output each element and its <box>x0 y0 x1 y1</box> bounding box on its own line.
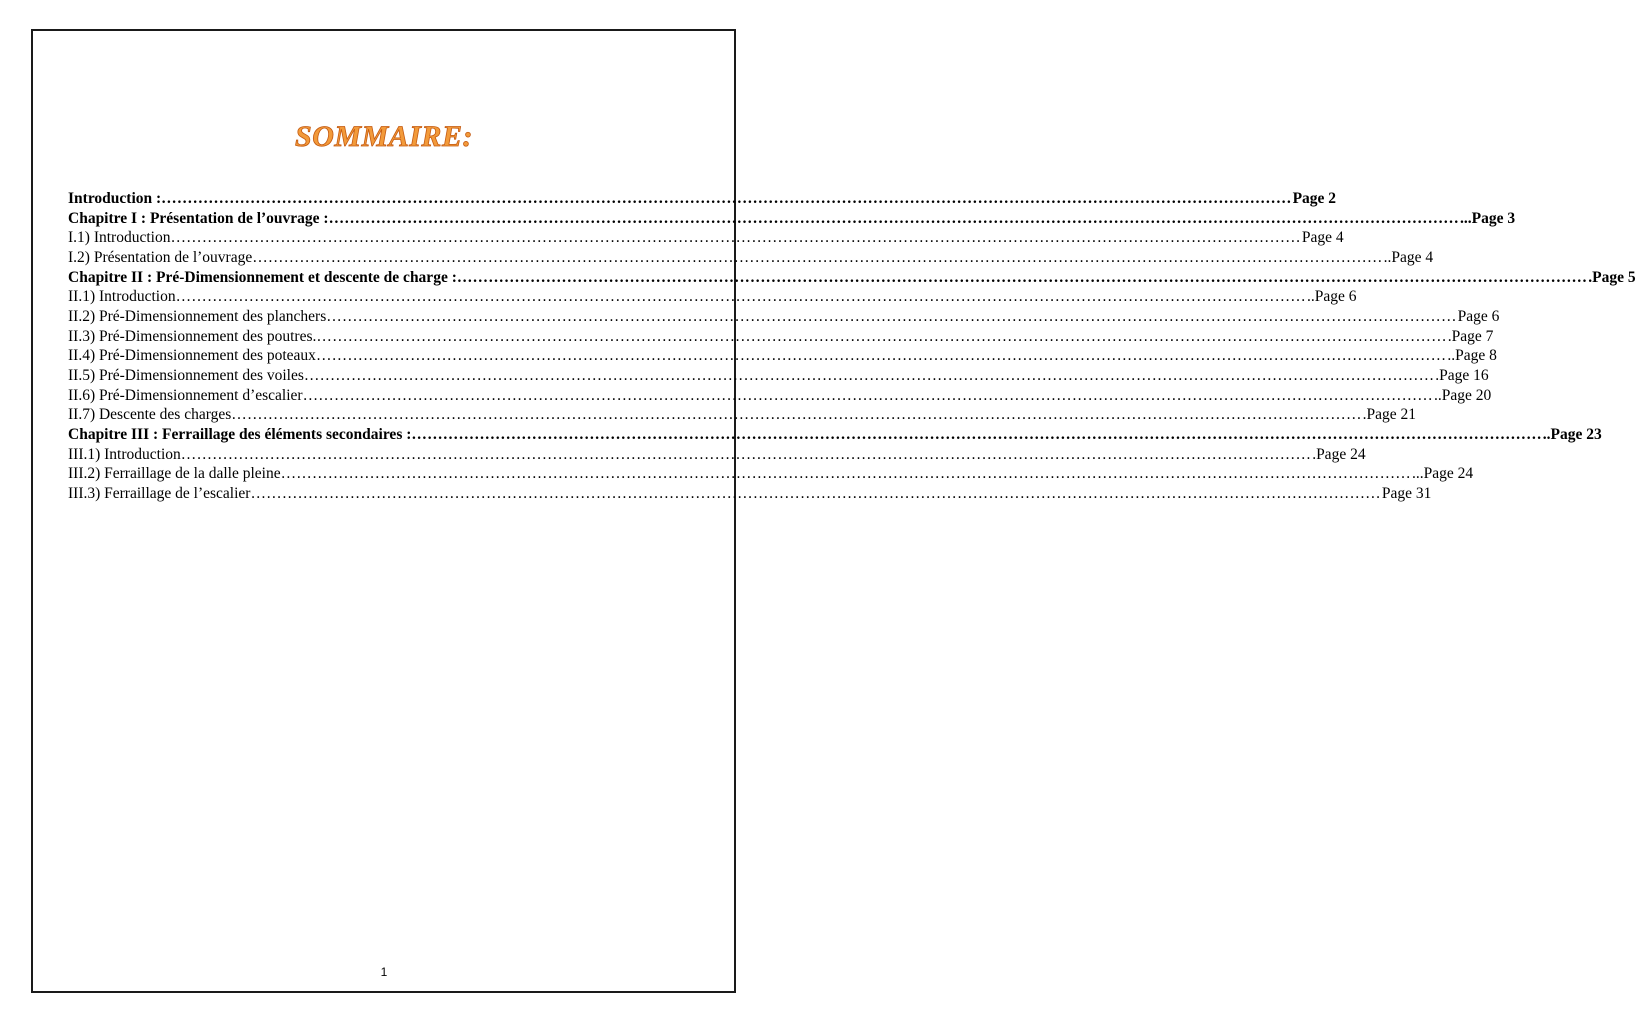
table-of-contents <box>68 189 1636 504</box>
toc-entry-label: II.6) Pré-Dimensionnement d’escalier <box>68 386 303 404</box>
toc-entry <box>68 464 1474 484</box>
toc-entry-label: Chapitre III : Ferraillage des éléments secondaires : <box>68 425 412 443</box>
toc-entry-leader: ……………………………………………………………………………………………………………………………………………………………………………………………… <box>252 248 1383 266</box>
toc-entry-leader: ……………………………………………………………………………………………………………………………………………………………………………………………… <box>326 307 1457 325</box>
toc-entry-label: Chapitre I : Présentation de l’ouvrage : <box>68 209 329 227</box>
toc-entry-page: .Page 7 <box>1447 327 1494 345</box>
toc-entry <box>68 228 1344 248</box>
toc-entry-leader: ……………………………………………………………………………………………………………………………………………………………………………………………… <box>161 190 1292 207</box>
toc-entry-label: II.2) Pré-Dimensionnement des planchers <box>68 307 327 325</box>
toc-entry-page: Page 4 <box>1301 229 1344 247</box>
toc-entry <box>68 484 1432 504</box>
toc-entry-label: I.1) Introduction <box>68 229 171 247</box>
toc-entry-label: III.1) Introduction <box>68 445 181 463</box>
toc-entry-label: II.1) Introduction <box>68 288 176 306</box>
toc-entry-page: .Page 21 <box>1362 406 1417 424</box>
toc-entry-page: Page 6 <box>1457 307 1500 325</box>
toc-entry-label: II.5) Pré-Dimensionnement des voiles <box>68 366 304 384</box>
toc-entry-leader: ……………………………………………………………………………………………………………………………………………………………………………………………… <box>231 406 1362 424</box>
page-frame <box>31 29 736 993</box>
toc-entry <box>68 268 1636 288</box>
toc-entry-page: .Page 24 <box>1312 445 1366 463</box>
toc-entry <box>68 346 1497 366</box>
toc-entry-leader: ……………………………………………………………………………………………………………………………………………………………………………………………… <box>315 347 1447 365</box>
toc-entry-label: Introduction : <box>68 190 162 207</box>
toc-entry <box>68 366 1489 386</box>
toc-entry <box>68 248 1434 268</box>
toc-entry <box>68 386 1492 406</box>
toc-entry-page: ...Page 24 <box>1412 465 1474 483</box>
toc-entry-label: II.4) Pré-Dimensionnement des poteaux <box>68 347 316 365</box>
toc-entry-page: ..Page 4 <box>1383 248 1434 266</box>
page-number: 1 <box>380 965 388 979</box>
toc-entry-page: .Page 5 <box>1588 268 1636 286</box>
toc-entry <box>68 209 1516 229</box>
toc-entry-page: ..Page 8 <box>1447 347 1497 365</box>
toc-entry-leader: ……………………………………………………………………………………………………………………………………………………………………………………………… <box>411 425 1542 443</box>
toc-entry <box>68 287 1357 307</box>
toc-entry <box>68 307 1500 327</box>
toc-entry-leader: ……………………………………………………………………………………………………………………………………………………………………………………………… <box>175 288 1307 306</box>
toc-entry-label: Chapitre II : Pré-Dimensionnement et descente de charge : <box>68 268 457 286</box>
toc-entry-page: ..Page 23 <box>1542 425 1602 443</box>
toc-entry <box>68 405 1417 425</box>
toc-entry-page: Page 2 <box>1292 190 1337 207</box>
toc-entry-leader: ……………………………………………………………………………………………………………………………………………………………………………………………… <box>250 484 1381 502</box>
toc-entry-label: III.2) Ferraillage de la dalle pleine <box>68 465 281 483</box>
toc-entry-leader: ……………………………………………………………………………………………………………………………………………………………………………………………… <box>170 229 1301 247</box>
toc-entry-page: .Page 16 <box>1435 366 1489 384</box>
toc-entry <box>68 445 1366 465</box>
toc-entry-leader: ……………………………………………………………………………………………………………………………………………………………………………………………… <box>328 209 1459 227</box>
toc-entry <box>68 327 1494 347</box>
toc-entry-leader: ……………………………………………………………………………………………………………………………………………………………………………………………… <box>316 327 1447 345</box>
toc-entry-page: ..Page 20 <box>1433 386 1492 404</box>
toc-entry-label: I.2) Présentation de l’ouvrage <box>68 248 253 266</box>
toc-entry-label: II.3) Pré-Dimensionnement des poutres. <box>68 327 317 345</box>
toc-entry <box>68 189 1337 209</box>
toc-entry <box>68 425 1602 445</box>
toc-entry-label: III.3) Ferraillage de l’escalier <box>68 484 251 502</box>
toc-entry-page: ..Page 6 <box>1307 288 1357 306</box>
toc-entry-leader: ……………………………………………………………………………………………………………………………………………………………………………………………… <box>180 445 1312 463</box>
toc-entry-page: ...Page 3 <box>1460 209 1516 227</box>
document-title: SOMMAIRE: <box>295 120 473 153</box>
toc-entry-page: Page 31 <box>1381 484 1432 502</box>
toc-entry-leader: ……………………………………………………………………………………………………………………………………………………………………………………………… <box>302 386 1433 404</box>
toc-entry-label: II.7) Descente des charges <box>68 406 232 424</box>
toc-entry-leader: ……………………………………………………………………………………………………………………………………………………………………………………………… <box>280 465 1411 483</box>
toc-entry-leader: ……………………………………………………………………………………………………………………………………………………………………………………………… <box>456 268 1588 286</box>
toc-entry-leader: ……………………………………………………………………………………………………………………………………………………………………………………………… <box>303 366 1435 384</box>
